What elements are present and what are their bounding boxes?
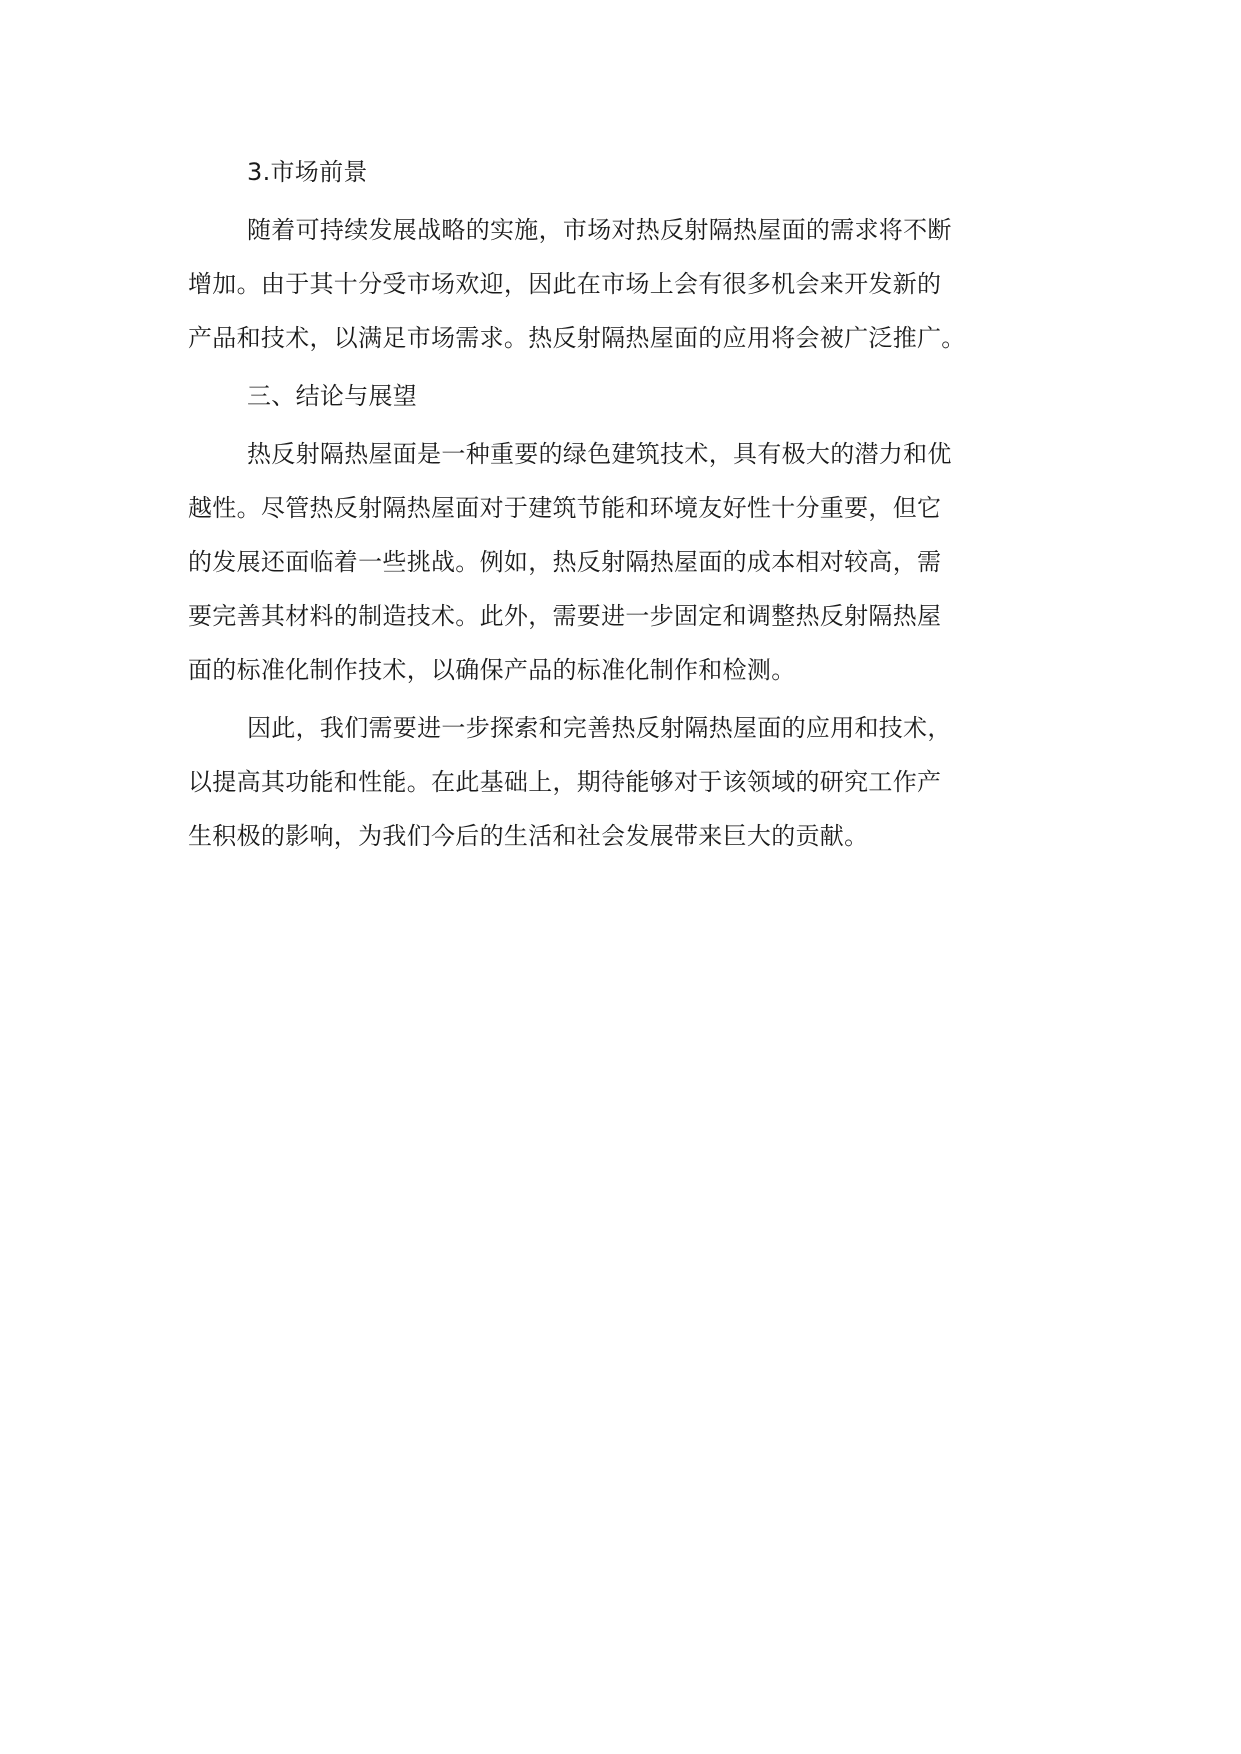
section-heading-conclusion: 三、结论与展望 xyxy=(247,382,418,410)
paragraph-line: 生积极的影响，为我们今后的生活和社会发展带来巨大的贡献。 xyxy=(188,822,869,850)
paragraph-line: 的发展还面临着一些挑战。例如，热反射隔热屋面的成本相对较高，需 xyxy=(188,548,942,576)
paragraph-line: 因此，我们需要进一步探索和完善热反射隔热屋面的应用和技术， xyxy=(247,714,952,742)
paragraph-conclusion-2 xyxy=(188,714,1068,850)
document-body xyxy=(188,158,1068,850)
paragraph-line: 面的标准化制作技术，以确保产品的标准化制作和检测。 xyxy=(188,656,796,684)
paragraph-line: 要完善其材料的制造技术。此外，需要进一步固定和调整热反射隔热屋 xyxy=(188,602,942,630)
paragraph-conclusion-1 xyxy=(188,440,1068,684)
paragraph-line: 越性。尽管热反射隔热屋面对于建筑节能和环境友好性十分重要，但它 xyxy=(188,494,942,522)
paragraph-line: 以提高其功能和性能。在此基础上，期待能够对于该领域的研究工作产 xyxy=(188,768,942,796)
paragraph-line: 增加。由于其十分受市场欢迎，因此在市场上会有很多机会来开发新的 xyxy=(188,270,942,298)
paragraph-market-outlook xyxy=(188,216,1068,352)
paragraph-line: 热反射隔热屋面是一种重要的绿色建筑技术，具有极大的潜力和优 xyxy=(247,440,952,468)
paragraph-line: 产品和技术，以满足市场需求。热反射隔热屋面的应用将会被广泛推广。 xyxy=(188,324,966,352)
paragraph-line: 随着可持续发展战略的实施，市场对热反射隔热屋面的需求将不断 xyxy=(247,216,952,244)
section-heading-market-outlook: 3.市场前景 xyxy=(247,158,368,186)
